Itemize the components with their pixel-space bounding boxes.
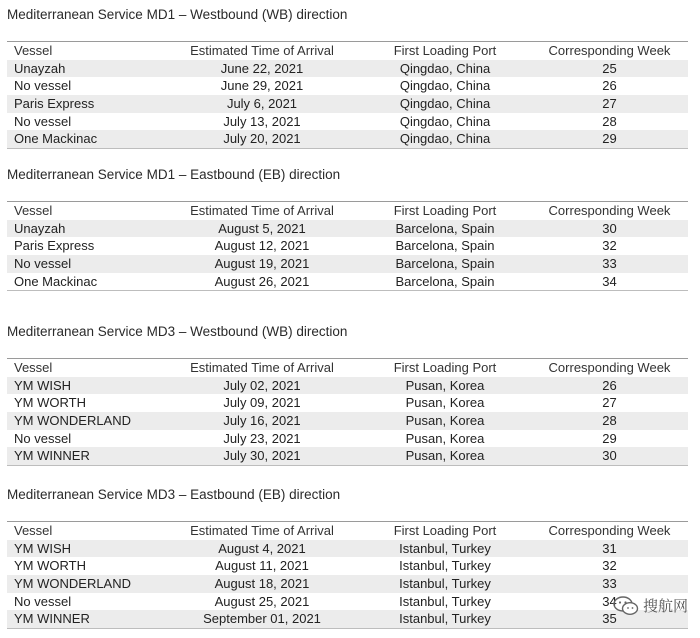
week-cell: 32 <box>602 238 617 254</box>
week-cell: 26 <box>602 377 617 393</box>
vessel-cell: No vessel <box>14 113 72 129</box>
week-cell: 28 <box>602 413 617 429</box>
table-row <box>7 540 688 558</box>
header-week: Corresponding Week <box>548 203 671 218</box>
vessel-cell: No vessel <box>14 256 72 272</box>
eta-cell: September 01, 2021 <box>203 611 321 627</box>
port-cell: Barcelona, Spain <box>395 256 495 272</box>
port-cell: Pusan, Korea <box>405 395 485 411</box>
week-cell: 31 <box>602 540 617 556</box>
eta-cell: July 02, 2021 <box>223 377 301 393</box>
vessel-cell: Unayzah <box>14 220 66 236</box>
section-title: Mediterranean Service MD3 – Eastbound (EB) direction <box>7 487 341 502</box>
schedule-table <box>7 358 688 466</box>
table-row <box>7 237 688 255</box>
table-row <box>7 113 688 131</box>
vessel-cell: Paris Express <box>14 96 95 112</box>
vessel-cell: Paris Express <box>14 238 95 254</box>
table-row <box>7 575 688 593</box>
port-cell: Qingdao, China <box>399 60 491 76</box>
table-row <box>7 610 688 629</box>
port-cell: Istanbul, Turkey <box>399 540 491 556</box>
section-title: Mediterranean Service MD1 – Eastbound (EB) direction <box>7 167 341 182</box>
table-row <box>7 255 688 273</box>
section-title: Mediterranean Service MD3 – Westbound (WB) direction <box>7 324 348 339</box>
port-cell: Pusan, Korea <box>405 430 485 446</box>
header-week: Corresponding Week <box>548 43 671 58</box>
header-week: Corresponding Week <box>548 360 671 375</box>
port-cell: Istanbul, Turkey <box>399 576 491 592</box>
table-header-row <box>7 42 688 60</box>
wechat-icon <box>613 596 639 616</box>
header-vessel: Vessel <box>14 523 53 538</box>
vessel-cell: YM WISH <box>14 540 72 556</box>
port-cell: Istanbul, Turkey <box>399 558 491 574</box>
week-cell: 26 <box>602 78 617 94</box>
week-cell: 34 <box>602 593 617 609</box>
week-cell: 34 <box>602 273 617 289</box>
port-cell: Pusan, Korea <box>405 377 485 393</box>
port-cell: Pusan, Korea <box>405 448 485 464</box>
eta-cell: June 29, 2021 <box>220 78 304 94</box>
week-cell: 33 <box>602 256 617 272</box>
vessel-cell: One Mackinac <box>14 131 98 147</box>
port-cell: Barcelona, Spain <box>395 238 495 254</box>
header-vessel: Vessel <box>14 360 53 375</box>
watermark-text: 搜航网 <box>642 598 688 615</box>
vessel-cell: YM WISH <box>14 377 72 393</box>
port-cell: Qingdao, China <box>399 96 491 112</box>
week-cell: 29 <box>602 430 617 446</box>
vessel-cell: No vessel <box>14 430 72 446</box>
vessel-cell: YM WORTH <box>14 395 86 411</box>
vessel-cell: YM WINNER <box>14 448 90 464</box>
table-row <box>7 95 688 113</box>
week-cell: 25 <box>602 60 617 76</box>
header-eta: Estimated Time of Arrival <box>190 203 334 218</box>
vessel-cell: YM WONDERLAND <box>14 413 132 429</box>
table-header-row <box>7 522 688 540</box>
table-header-row <box>7 359 688 377</box>
week-cell: 33 <box>602 576 617 592</box>
port-cell: Istanbul, Turkey <box>399 611 491 627</box>
schedule-table <box>7 521 688 629</box>
eta-cell: July 09, 2021 <box>223 395 301 411</box>
schedule-table <box>7 201 688 291</box>
week-cell: 30 <box>602 448 617 464</box>
table-row <box>7 447 688 466</box>
table-row <box>7 220 688 238</box>
header-week: Corresponding Week <box>548 523 671 538</box>
header-eta: Estimated Time of Arrival <box>190 43 334 58</box>
vessel-cell: No vessel <box>14 78 72 94</box>
header-eta: Estimated Time of Arrival <box>190 360 334 375</box>
header-port: First Loading Port <box>393 43 497 58</box>
vessel-cell: Unayzah <box>14 60 66 76</box>
table-row <box>7 273 688 292</box>
port-cell: Barcelona, Spain <box>395 273 495 289</box>
eta-cell: July 30, 2021 <box>223 448 301 464</box>
table-row <box>7 60 688 78</box>
port-cell: Barcelona, Spain <box>395 220 495 236</box>
table-row <box>7 394 688 412</box>
vessel-cell: YM WINNER <box>14 611 90 627</box>
table-row <box>7 77 688 95</box>
eta-cell: August 12, 2021 <box>214 238 310 254</box>
week-cell: 27 <box>602 96 617 112</box>
eta-cell: July 23, 2021 <box>223 430 301 446</box>
eta-cell: August 4, 2021 <box>218 540 306 556</box>
eta-cell: August 11, 2021 <box>215 558 309 574</box>
vessel-cell: No vessel <box>14 593 72 609</box>
eta-cell: August 25, 2021 <box>214 593 310 609</box>
watermark <box>613 595 688 616</box>
eta-cell: August 18, 2021 <box>214 576 310 592</box>
week-cell: 35 <box>602 611 617 627</box>
section-title: Mediterranean Service MD1 – Westbound (WB) direction <box>7 7 348 22</box>
table-row <box>7 377 688 395</box>
eta-cell: August 5, 2021 <box>218 220 306 236</box>
header-port: First Loading Port <box>393 203 497 218</box>
table-row <box>7 412 688 430</box>
table-row <box>7 130 688 149</box>
header-eta: Estimated Time of Arrival <box>190 523 334 538</box>
vessel-cell: YM WONDERLAND <box>14 576 132 592</box>
eta-cell: July 20, 2021 <box>223 131 301 147</box>
table-row <box>7 430 688 448</box>
port-cell: Qingdao, China <box>399 78 491 94</box>
header-vessel: Vessel <box>14 43 53 58</box>
port-cell: Qingdao, China <box>399 131 491 147</box>
eta-cell: August 26, 2021 <box>214 273 310 289</box>
port-cell: Istanbul, Turkey <box>399 593 491 609</box>
eta-cell: July 6, 2021 <box>226 96 298 112</box>
eta-cell: June 22, 2021 <box>220 60 304 76</box>
eta-cell: August 19, 2021 <box>214 256 310 272</box>
header-port: First Loading Port <box>393 523 497 538</box>
week-cell: 27 <box>602 395 617 411</box>
port-cell: Qingdao, China <box>399 113 491 129</box>
vessel-cell: YM WORTH <box>14 558 86 574</box>
table-row <box>7 593 688 611</box>
week-cell: 30 <box>602 220 617 236</box>
eta-cell: July 16, 2021 <box>223 413 301 429</box>
header-port: First Loading Port <box>393 360 497 375</box>
table-header-row <box>7 202 688 220</box>
port-cell: Pusan, Korea <box>405 413 485 429</box>
schedule-table <box>7 41 688 149</box>
table-row <box>7 557 688 575</box>
week-cell: 29 <box>602 131 617 147</box>
header-vessel: Vessel <box>14 203 53 218</box>
week-cell: 28 <box>602 113 617 129</box>
week-cell: 32 <box>602 558 617 574</box>
eta-cell: July 13, 2021 <box>223 113 301 129</box>
vessel-cell: One Mackinac <box>14 273 98 289</box>
